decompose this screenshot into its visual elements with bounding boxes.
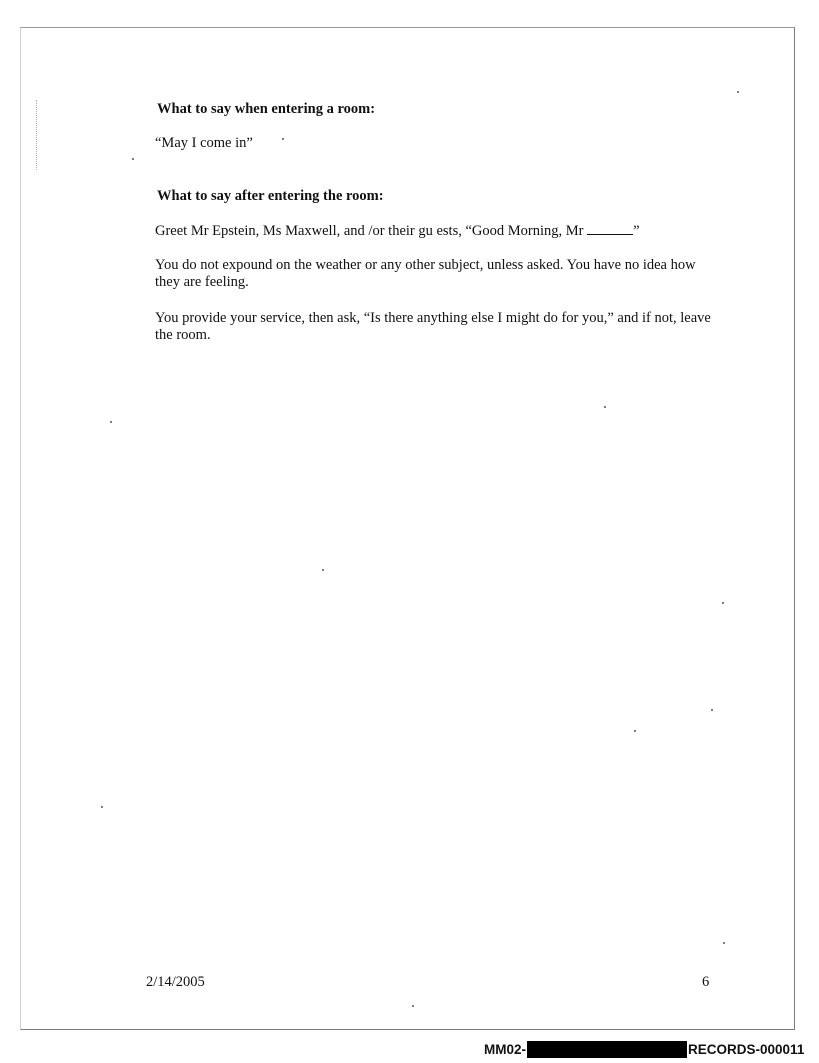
page-frame — [20, 27, 795, 1030]
margin-marks — [36, 100, 39, 170]
footer-date: 2/14/2005 — [146, 974, 205, 990]
scan-speck — [722, 602, 724, 604]
scan-speck — [282, 138, 284, 140]
scan-speck — [634, 730, 636, 732]
bates-suffix: RECORDS-000011 — [688, 1042, 805, 1057]
scan-speck — [322, 569, 324, 571]
service-instruction: You provide your service, then ask, “Is there anything else I might do for you,” and if not, leave the room. — [155, 310, 711, 343]
scan-speck — [101, 806, 103, 808]
scan-speck — [132, 158, 134, 160]
scan-speck — [604, 406, 606, 408]
scan-speck — [737, 91, 739, 93]
quote-entering-room: “May I come in” — [155, 135, 253, 151]
page-number: 6 — [702, 974, 710, 990]
scan-speck — [723, 942, 725, 944]
heading-entering-room: What to say when entering a room: — [157, 101, 376, 117]
bates-prefix: MM02- — [484, 1042, 527, 1057]
heading-after-entering: What to say after entering the room: — [157, 188, 384, 204]
scan-speck — [110, 421, 112, 423]
greeting-instruction — [155, 222, 640, 240]
bates-number — [484, 1041, 804, 1058]
expound-instruction: You do not expound on the weather or any other subject, unless asked. You have no idea how they are feeling. — [155, 257, 696, 290]
scan-speck — [412, 1005, 414, 1007]
redaction-bar — [527, 1041, 687, 1058]
greeting-close-quote: ” — [633, 223, 640, 239]
scan-speck — [711, 709, 713, 711]
greeting-text: Greet Mr Epstein, Ms Maxwell, and /or their gu ests, “Good Morning, Mr — [155, 223, 588, 239]
blank-line — [587, 222, 633, 235]
